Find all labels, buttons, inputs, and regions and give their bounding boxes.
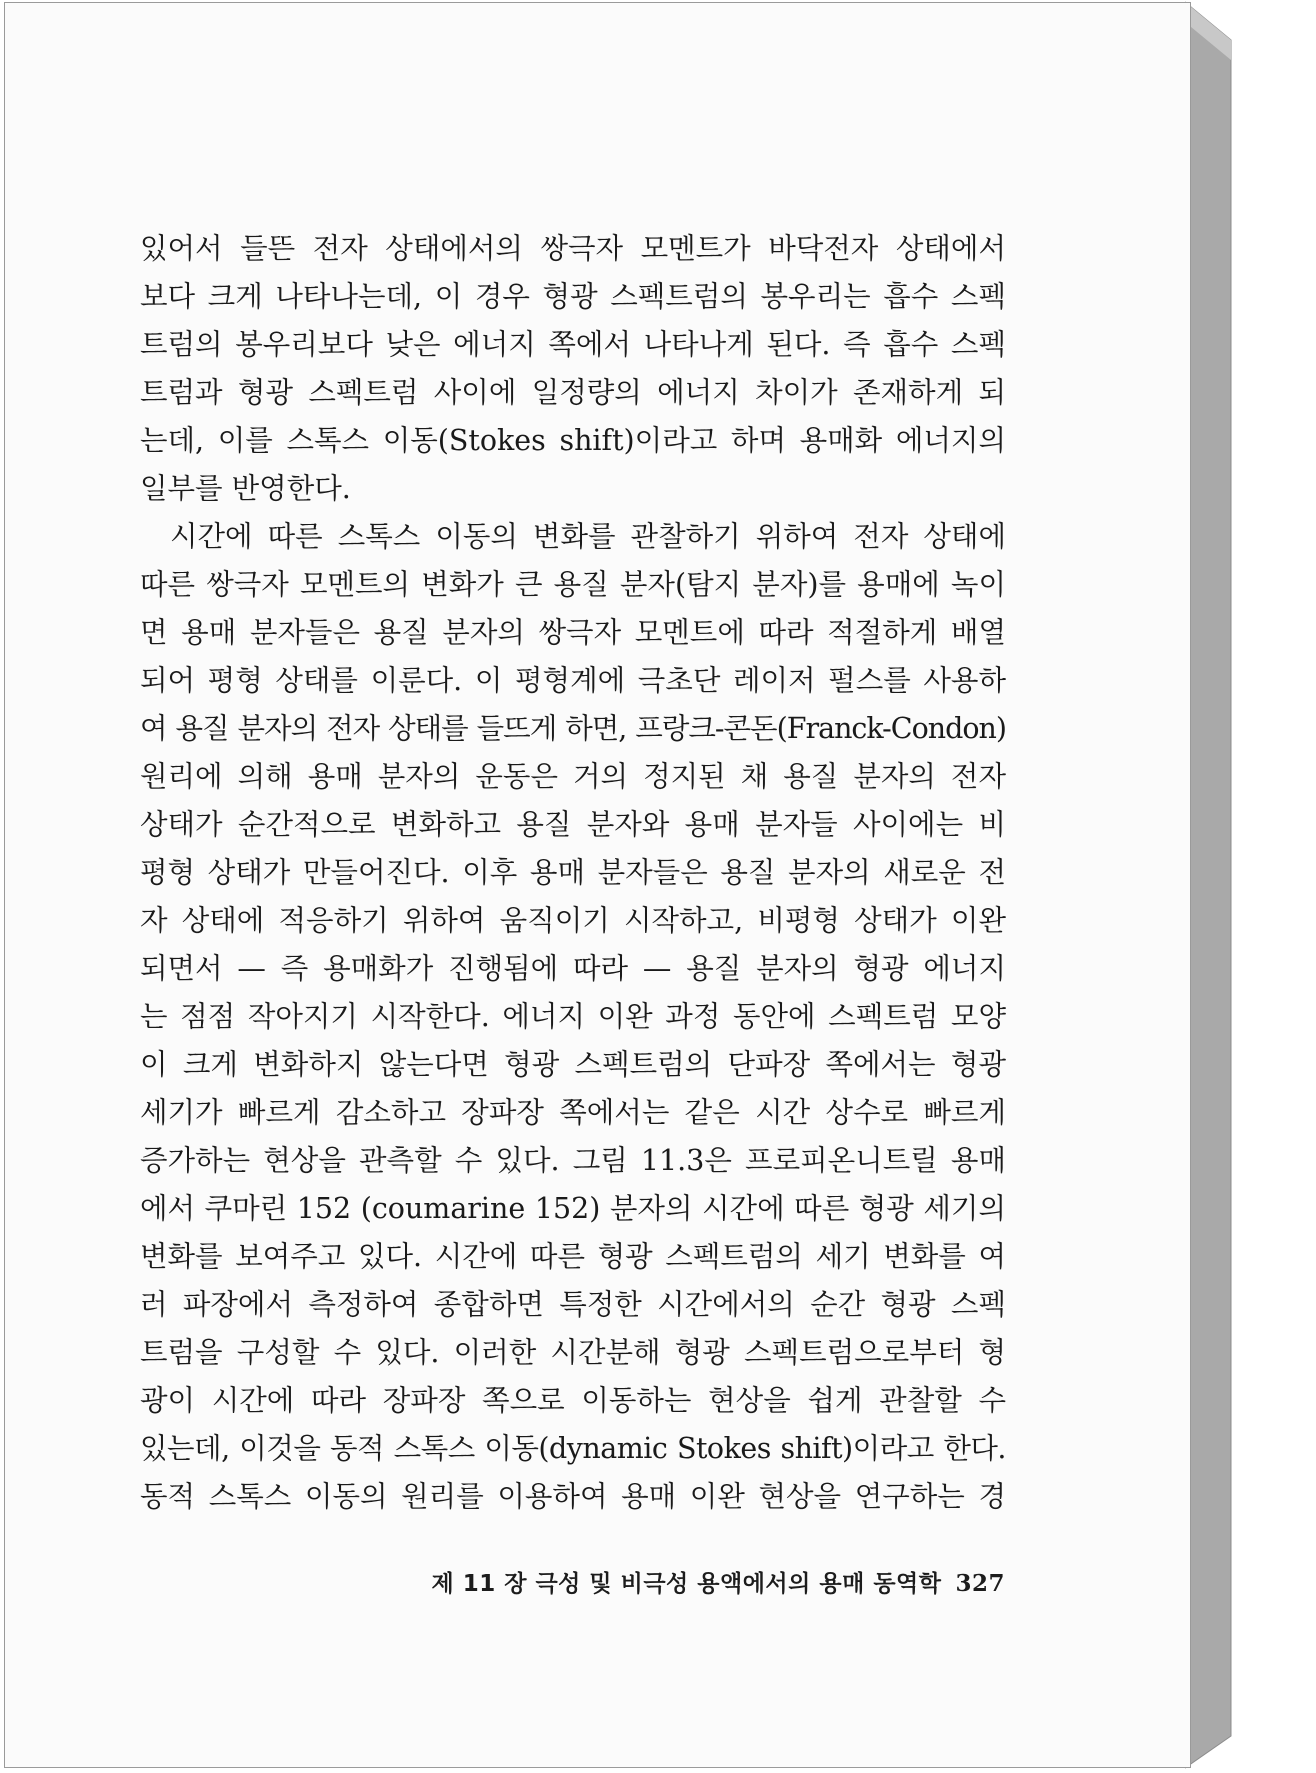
text-line: 원리에 의해 용매 분자의 운동은 거의 정지된 채 용질 분자의 전자	[140, 760, 1006, 793]
text-line: 트럼과 형광 스펙트럼 사이에 일정량의 에너지 차이가 존재하게 되	[140, 376, 1006, 409]
text-line: 일부를 반영한다.	[140, 472, 351, 505]
page-edge-shadow	[1185, 0, 1271, 1773]
book-page	[4, 2, 1191, 1768]
text-line: 되어 평형 상태를 이룬다. 이 평형계에 극초단 레이저 펄스를 사용하	[140, 664, 1006, 697]
text-line: 러 파장에서 측정하여 종합하면 특정한 시간에서의 순간 형광 스펙	[140, 1288, 1006, 1321]
text-line: 상태가 순간적으로 변화하고 용질 분자와 용매 분자들 사이에는 비	[140, 808, 1006, 841]
text-line: 이 크게 변화하지 않는다면 형광 스펙트럼의 단파장 쪽에서는 형광	[140, 1048, 1006, 1081]
page-body	[140, 225, 1006, 1521]
text-line: 자 상태에 적응하기 위하여 움직이기 시작하고, 비평형 상태가 이완	[140, 904, 1006, 937]
running-footer	[405, 1565, 1005, 1598]
text-line: 시간에 따른 스톡스 이동의 변화를 관찰하기 위하여 전자 상태에	[170, 520, 1006, 553]
text-line: 는 점점 작아지기 시작한다. 에너지 이완 과정 동안에 스펙트럼 모양	[140, 1000, 1006, 1033]
text-line: 보다 크게 나타나는데, 이 경우 형광 스펙트럼의 봉우리는 흡수 스펙	[140, 280, 1006, 313]
text-line: 는데, 이를 스톡스 이동(Stokes shift)이라고 하며 용매화 에너지의	[140, 424, 1006, 457]
text-line: 따른 쌍극자 모멘트의 변화가 큰 용질 분자(탐지 분자)를 용매에 녹이	[140, 568, 1006, 601]
text-line: 에서 쿠마린 152 (coumarine 152) 분자의 시간에 따른 형광 세기의	[140, 1192, 1006, 1225]
text-line: 증가하는 현상을 관측할 수 있다. 그림 11.3은 프로피온니트릴 용매	[140, 1144, 1006, 1177]
text-line: 광이 시간에 따라 장파장 쪽으로 이동하는 현상을 쉽게 관찰할 수	[140, 1384, 1006, 1417]
paragraph-1	[140, 225, 1006, 513]
text-line: 있어서 들뜬 전자 상태에서의 쌍극자 모멘트가 바닥전자 상태에서	[140, 232, 1006, 265]
page-number: 327	[955, 1570, 1005, 1597]
text-line: 면 용매 분자들은 용질 분자의 쌍극자 모멘트에 따라 적절하게 배열	[140, 616, 1006, 649]
paragraph-2	[140, 513, 1006, 1521]
text-line: 트럼을 구성할 수 있다. 이러한 시간분해 형광 스펙트럼으로부터 형	[140, 1336, 1006, 1369]
text-line: 되면서 — 즉 용매화가 진행됨에 따라 — 용질 분자의 형광 에너지	[140, 952, 1006, 985]
text-line: 평형 상태가 만들어진다. 이후 용매 분자들은 용질 분자의 새로운 전	[140, 856, 1006, 889]
text-line: 트럼의 봉우리보다 낮은 에너지 쪽에서 나타나게 된다. 즉 흡수 스펙	[140, 328, 1006, 361]
text-line: 있는데, 이것을 동적 스톡스 이동(dynamic Stokes shift)이라고 한다.	[140, 1432, 1006, 1465]
chapter-title: 제 11 장 극성 및 비극성 용액에서의 용매 동역학	[431, 1571, 942, 1597]
text-line: 세기가 빠르게 감소하고 장파장 쪽에서는 같은 시간 상수로 빠르게	[140, 1096, 1006, 1129]
text-line: 동적 스톡스 이동의 원리를 이용하여 용매 이완 현상을 연구하는 경	[140, 1480, 1006, 1513]
text-line: 여 용질 분자의 전자 상태를 들뜨게 하면, 프랑크-콘돈(Franck-Condon)	[140, 712, 1006, 745]
text-line: 변화를 보여주고 있다. 시간에 따른 형광 스펙트럼의 세기 변화를 여	[140, 1240, 1006, 1273]
